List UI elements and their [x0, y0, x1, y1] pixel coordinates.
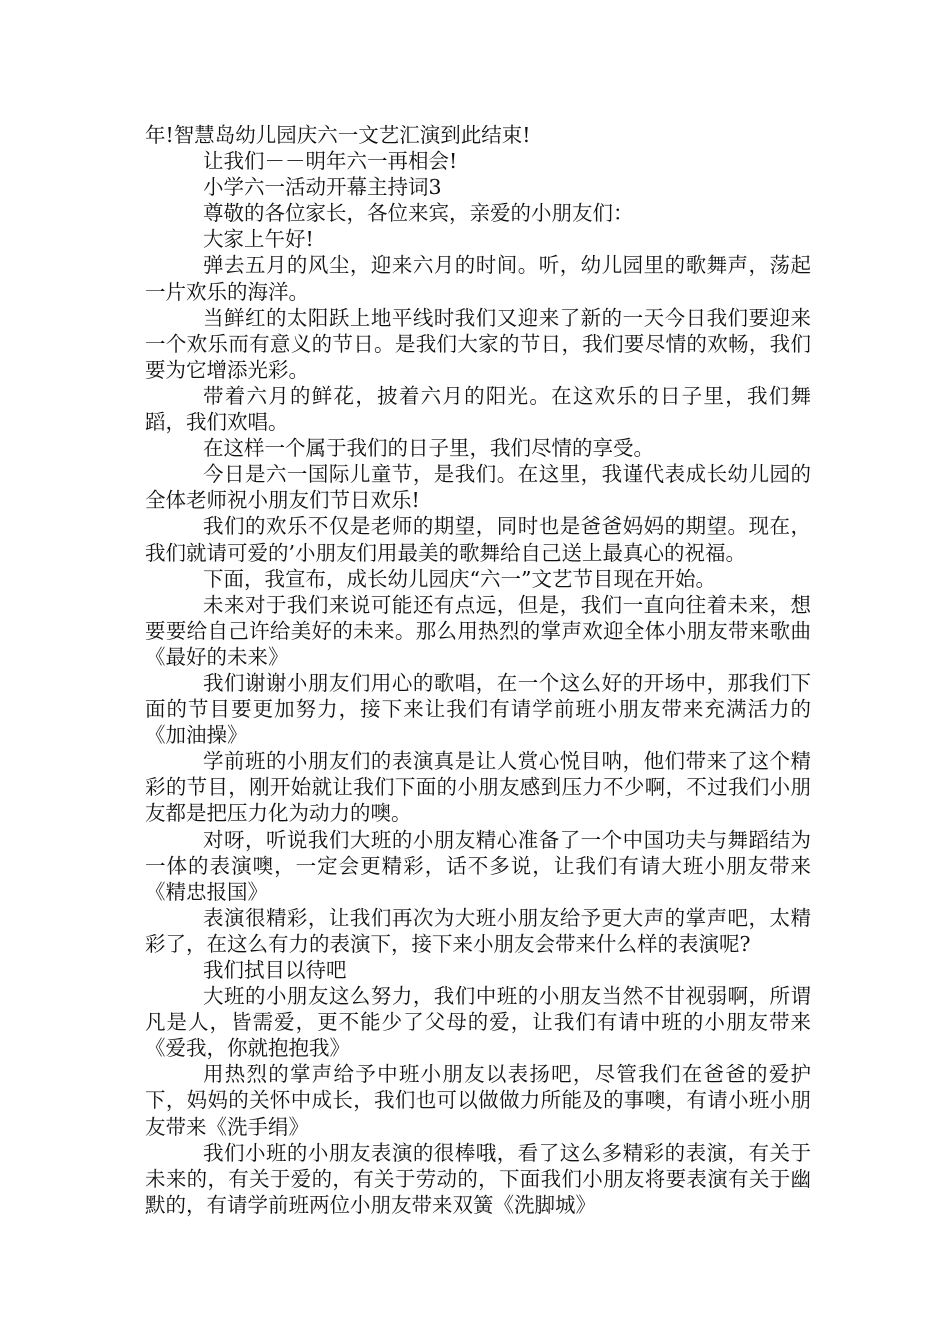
paragraph: 学前班的小朋友们的表演真是让人赏心悦目呐，他们带来了这个精彩的节目，刚开始就让我们下面的小朋友感到压力不少啊，不过我们小朋友都是把压力化为动力的噢。	[145, 749, 811, 826]
paragraph: 对呀，听说我们大班的小朋友精心准备了一个中国功夫与舞蹈结为一体的表演噢，一定会更精彩，话不多说，让我们有请大班小朋友带来《精忠报国》	[145, 827, 811, 904]
paragraph: 我们拭目以待吧	[203, 958, 347, 982]
paragraph: 表演很精彩，让我们再次为大班小朋友给予更大声的掌声吧，太精彩了，在这么有力的表演下，接下来小朋友会带来什么样的表演呢?	[145, 905, 811, 956]
paragraph: 在这样一个属于我们的日子里，我们尽情的享受。	[203, 436, 654, 461]
paragraph: 带着六月的鲜花，披着六月的阳光。在这欢乐的日子里，我们舞蹈，我们欢唱。	[145, 383, 811, 435]
section-title: 小学六一活动开幕主持词3	[203, 175, 442, 200]
paragraph: 大班的小朋友这么努力，我们中班的小朋友当然不甘视弱啊，所谓凡是人，皆需爱，更不能少了父母的爱，让我们有请中班的小朋友带来《爱我，你就抱抱我》	[145, 984, 811, 1061]
paragraph: 我们谢谢小朋友们用心的歌唱，在一个这么好的开场中，那我们下面的节目要更加努力，接下来让我们有请学前班小朋友带来充满活力的《加油操》	[145, 670, 811, 748]
paragraph: 下面，我宣布，成长幼儿园庆“六一”文艺节目现在开始。	[203, 566, 716, 591]
paragraph: 弹去五月的风尘，迎来六月的时间。听，幼儿园里的歌舞声，荡起一片欢乐的海洋。	[145, 253, 811, 304]
paragraph: 用热烈的掌声给予中班小朋友以表扬吧，尽管我们在爸爸的爱护下，妈妈的关怀中成长，我们也可以做做力所能及的事噢，有请小班小朋友带来《洗手绢》	[145, 1062, 811, 1139]
paragraph: 大家上午好!	[203, 227, 314, 252]
document-page	[145, 122, 811, 1218]
paragraph: 当鲜红的太阳跃上地平线时我们又迎来了新的一天今日我们要迎来一个欢乐而有意义的节日。是我们大家的节日，我们要尽情的欢畅，我们要为它增添光彩。	[145, 305, 811, 382]
greeting-paragraph: 尊敬的各位家长，各位来宾，亲爱的小朋友们：	[203, 201, 634, 226]
paragraph: 年!智慧岛幼儿园庆六一文艺汇演到此结束!	[145, 123, 531, 147]
paragraph: 今日是六一国际儿童节，是我们。在这里，我谨代表成长幼儿园的全体老师祝小朋友们节日欢乐!	[145, 462, 811, 513]
paragraph: 我们小班的小朋友表演的很棒哦，看了这么多精彩的表演，有关于未来的，有关于爱的，有关于劳动的，下面我们小朋友将要表演有关于幽默的，有请学前班两位小朋友带来双簧《洗脚城》	[145, 1140, 811, 1217]
paragraph: 未来对于我们来说可能还有点远，但是，我们一直向往着未来，想要要给自己许给美好的未来。那么用热烈的掌声欢迎全体小朋友带来歌曲《最好的未来》	[145, 592, 811, 669]
paragraph: 让我们－－明年六一再相会!	[203, 149, 458, 174]
paragraph: 我们的欢乐不仅是老师的期望，同时也是爸爸妈妈的期望。现在，我们就请可爱的’小朋友们用最美的歌舞给自己送上最真心的祝福。	[145, 514, 811, 565]
